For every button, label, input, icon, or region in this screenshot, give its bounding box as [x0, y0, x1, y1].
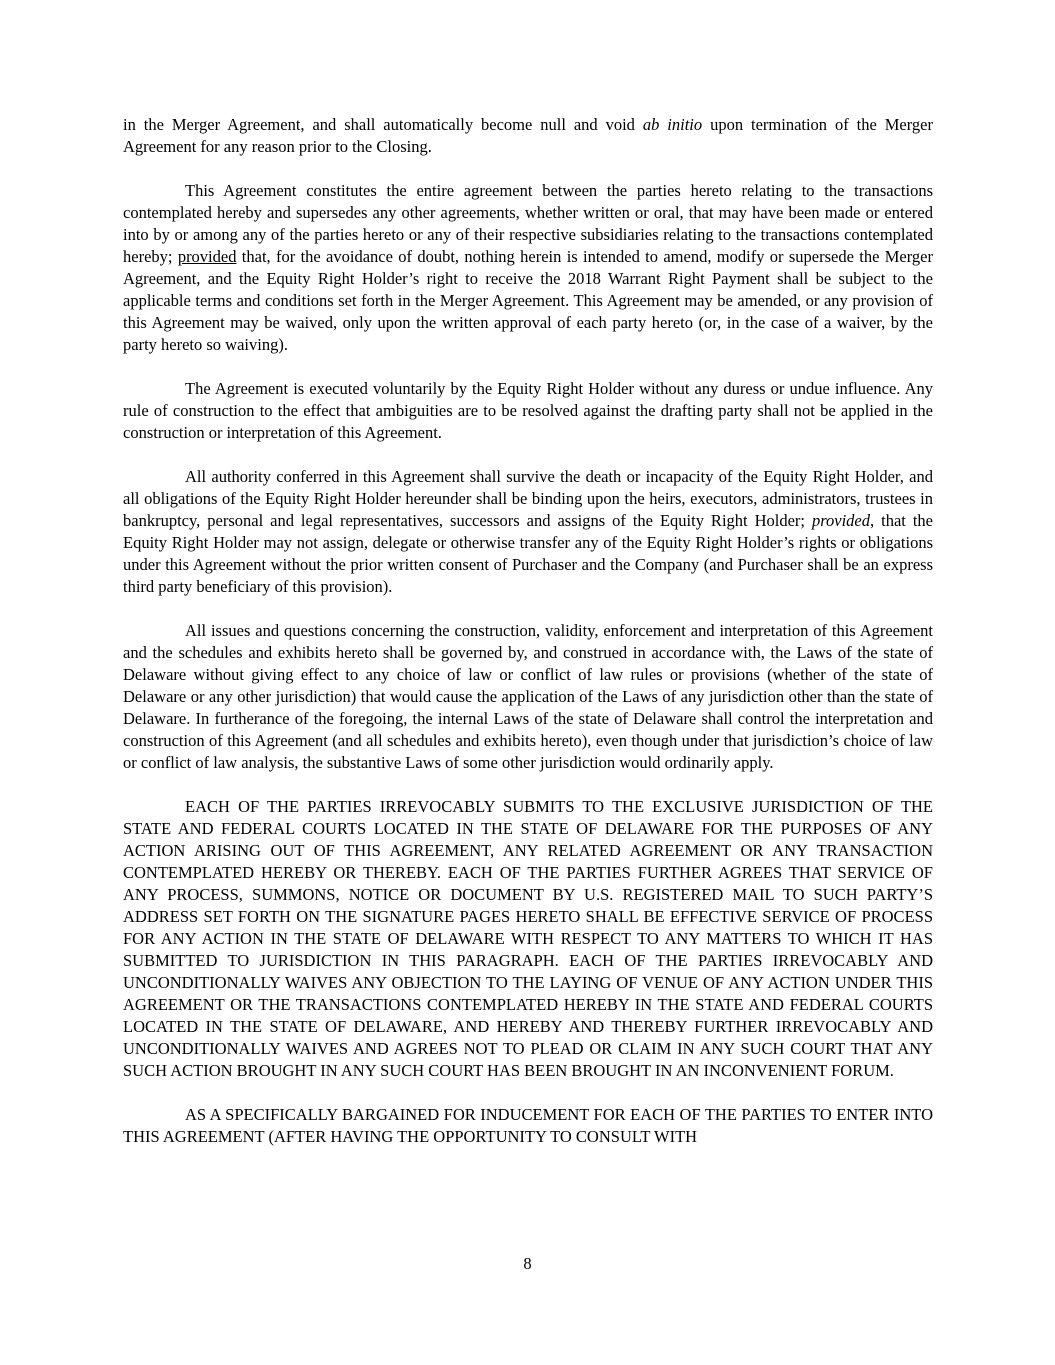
paragraph-entire-agreement: [123, 180, 933, 356]
document-body: [123, 114, 933, 1170]
text-run: in the Merger Agreement, and shall automatically become null and void: [123, 115, 643, 134]
text-run: AS A SPECIFICALLY BARGAINED FOR INDUCEMENT FOR EACH OF THE PARTIES TO ENTER INTO THIS AGREEMENT (AFTER HAVING THE OPPORTUNITY TO CONSULT WITH: [123, 1105, 933, 1146]
text-run: , that the Equity Right Holder may not assign, delegate or otherwise transfer any of the Equity Right Holder’s rights or obligations under this Agreement without the prior written consent of Purchaser and the Company (and Purchaser shall be an express third party beneficiary of this provision).: [123, 511, 933, 596]
paragraph-continuation: [123, 114, 933, 158]
text-run: upon termination of the Merger Agreement for any reason prior to the Closing.: [123, 115, 933, 156]
text-run-underline: provided: [177, 247, 237, 266]
text-run-italic: provided: [811, 511, 871, 530]
text-run: This Agreement constitutes the entire agreement between the parties hereto relating to the transactions contemplated hereby and supersedes any other agreements, whether written or oral, that may have been made or entered into by or among any of the parties hereto or any of their respective subsidiaries relating to the transactions contemplated hereby;: [123, 181, 933, 266]
paragraph-governing-law: [123, 620, 933, 774]
text-run: The Agreement is executed voluntarily by the Equity Right Holder without any duress or undue influence. Any rule of construction to the effect that ambiguities are to be resolved against the drafting party shall not be applied in the construction or interpretation of this Agreement.: [123, 379, 933, 442]
text-run-italic: ab initio: [642, 115, 703, 134]
text-run: that, for the avoidance of doubt, nothing herein is intended to amend, modify or supersede the Merger Agreement, and the Equity Right Holder’s right to receive the 2018 Warrant Right Payment shall be subject to the applicable terms and conditions set forth in the Merger Agreement. This Agreement may be amended, or any provision of this Agreement may be waived, only upon the written approval of each party hereto (or, in the case of a waiver, by the party hereto so waiving).: [123, 247, 933, 354]
text-run: All authority conferred in this Agreement shall survive the death or incapacity of the Equity Right Holder, and all obligations of the Equity Right Holder hereunder shall be binding upon the heirs, executors, administrators, trustees in bankruptcy, personal and legal representatives, successors and assigns of the Equity Right Holder;: [123, 467, 933, 530]
paragraph-bargained-inducement: [123, 1104, 933, 1148]
paragraph-survival-and-assignment: [123, 466, 933, 598]
text-run: All issues and questions concerning the construction, validity, enforcement and interpretation of this Agreement and the schedules and exhibits hereto shall be governed by, and construed in accordance with, the Laws of the state of Delaware without giving effect to any choice of law or conflict of law rules or provisions (whether of the state of Delaware or any other jurisdiction) that would cause the application of the Laws of any jurisdiction other than the state of Delaware. In furtherance of the foregoing, the internal Laws of the state of Delaware shall control the interpretation and construction of this Agreement (and all schedules and exhibits hereto), even though under that jurisdiction’s choice of law or conflict of law analysis, the substantive Laws of some other jurisdiction would ordinarily apply.: [123, 621, 933, 772]
text-run: EACH OF THE PARTIES IRREVOCABLY SUBMITS TO THE EXCLUSIVE JURISDICTION OF THE STATE AND FEDERAL COURTS LOCATED IN THE STATE OF DELAWARE FOR THE PURPOSES OF ANY ACTION ARISING OUT OF THIS AGREEMENT, ANY RELATED AGREEMENT OR ANY TRANSACTION CONTEMPLATED HEREBY OR THEREBY. EACH OF THE PARTIES FURTHER AGREES THAT SERVICE OF ANY PROCESS, SUMMONS, NOTICE OR DOCUMENT BY U.S. REGISTERED MAIL TO SUCH PARTY’S ADDRESS SET FORTH ON THE SIGNATURE PAGES HERETO SHALL BE EFFECTIVE SERVICE OF PROCESS FOR ANY ACTION IN THE STATE OF DELAWARE WITH RESPECT TO ANY MATTERS TO WHICH IT HAS SUBMITTED TO JURISDICTION IN THIS PARAGRAPH. EACH OF THE PARTIES IRREVOCABLY AND UNCONDITIONALLY WAIVES ANY OBJECTION TO THE LAYING OF VENUE OF ANY ACTION UNDER THIS AGREEMENT OR THE TRANSACTIONS CONTEMPLATED HEREBY IN THE STATE AND FEDERAL COURTS LOCATED IN THE STATE OF DELAWARE, AND HEREBY AND THEREBY FURTHER IRREVOCABLY AND UNCONDITIONALLY WAIVES AND AGREES NOT TO PLEAD OR CLAIM IN ANY SUCH COURT THAT ANY SUCH ACTION BROUGHT IN ANY SUCH COURT HAS BEEN BROUGHT IN AN INCONVENIENT FORUM.: [123, 797, 933, 1080]
paragraph-exclusive-jurisdiction: [123, 796, 933, 1082]
page-number: 8: [523, 1254, 532, 1273]
paragraph-voluntary-execution: [123, 378, 933, 444]
